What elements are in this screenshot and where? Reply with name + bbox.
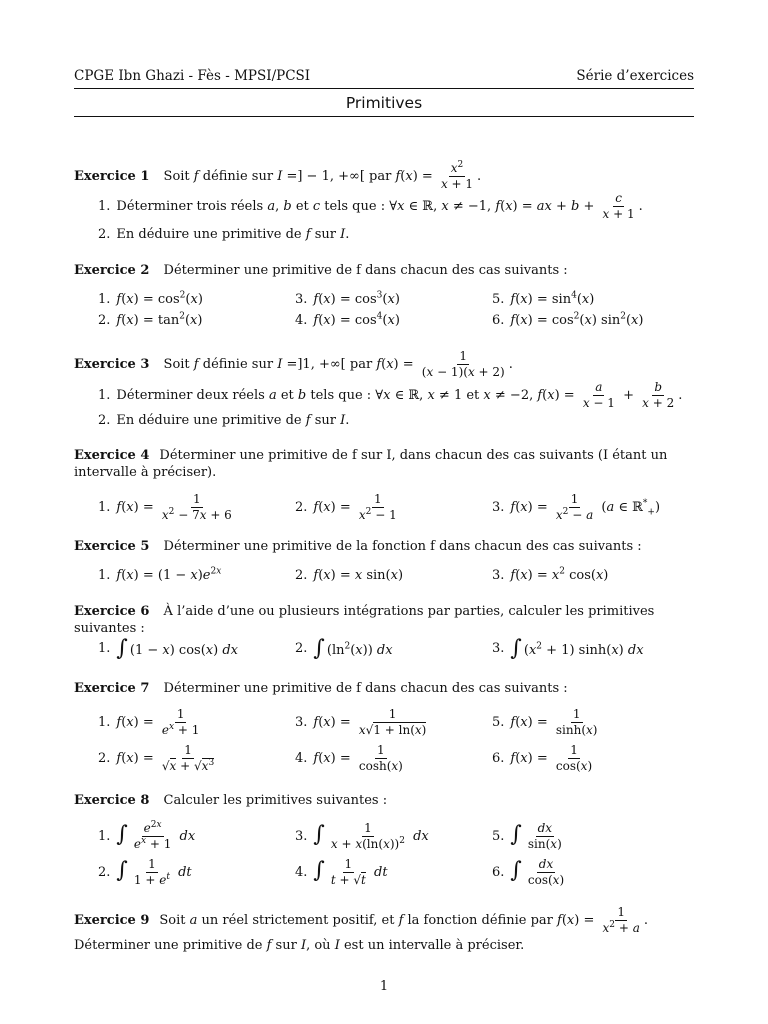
exercise-2 <box>74 262 694 279</box>
question-8-4: 4. ∫ $\frac{1}{t + √t}$ dt <box>295 857 388 887</box>
exercise-statement: Déterminer une primitive de f dans chacun des cas suivants : <box>163 263 568 278</box>
exercise-4 <box>74 447 694 481</box>
question-8-5: 5. ∫ $\frac{dx}{\sin(x)}$ <box>492 821 562 851</box>
question-8-1: 1. ∫ $\frac{e^{2x}}{e^x + 1}$ dx <box>98 820 196 851</box>
exercise-statement: Soit f définie sur I =]1, +∞[ par f(x) = $\frac{1}{(x - 1)(x + 2)}$ . <box>163 349 513 379</box>
header-institution: CPGE Ibn Ghazi - Fès - MPSI/PCSI <box>74 68 311 84</box>
question-2-3: 3. $f(x) = \cos^3(x)$ <box>295 290 400 307</box>
question-3-1: 1. Déterminer deux réels a et b tels que : ∀x ∈ ℝ, x ≠ 1 et x ≠ −2, f(x) = $\frac{a}{x - 1}$ + $\frac{b}{x + 2}$ . <box>98 380 683 410</box>
exercise-label: Exercice 1 <box>74 169 150 184</box>
exercise-statement: Calculer les primitives suivantes : <box>163 793 388 808</box>
question-4-3: 3. f(x) = $\frac{1}{x^2 - a}$ (a ∈ ℝ*$_+$) <box>492 492 661 522</box>
exercise-7 <box>74 680 694 697</box>
question-8-3: 3. ∫ $\frac{1}{x + x(\ln(x))^2}$ dx <box>295 821 429 851</box>
page-number: 1 <box>379 979 389 994</box>
exercise-statement: Soit a un réel strictement positif, et f la fonction définie par f(x) = $\frac{1}{x^2 + a}$ . Déterminer une primitive de f sur I, où I est un intervalle à préciser. <box>74 905 648 953</box>
exercise-5 <box>74 538 694 555</box>
question-7-3: 3. f(x) = $\frac{1}{x√1 + \ln(x)}$ <box>295 707 427 737</box>
exercise-3 <box>74 350 694 379</box>
question-1-1: 1. Déterminer trois réels a, b et c tels que : ∀x ∈ ℝ, x ≠ −1, f(x) = ax + b + $\frac{c}{x + 1}$ . <box>98 191 643 221</box>
exercise-label: Exercice 6 <box>74 604 150 619</box>
exercise-statement: Déterminer une primitive de f sur I, dans chacun des cas suivants (I étant un intervalle à préciser). <box>74 448 668 480</box>
question-2-6: 6. $f(x) = \cos^2(x)$ $\sin^2(x)$ <box>492 311 644 328</box>
exercise-8 <box>74 792 694 809</box>
exercise-label: Exercice 5 <box>74 539 150 554</box>
exercise-label: Exercice 2 <box>74 263 150 278</box>
question-4-1: 1. f(x) = $\frac{1}{x^2 - 7x + 6}$ <box>98 492 232 522</box>
question-1-2: 2. En déduire une primitive de f sur I. <box>98 227 350 242</box>
question-8-6: 6. ∫ $\frac{dx}{\cos(x)}$ <box>492 857 565 887</box>
exercise-6 <box>74 603 694 637</box>
page-header <box>74 68 694 84</box>
exercise-statement: Déterminer une primitive de f dans chacun des cas suivants : <box>163 681 568 696</box>
question-5-3: 3. $f(x) = x^2$ cos(x) <box>492 566 609 583</box>
exercise-statement: Déterminer une primitive de la fonction f dans chacun des cas suivants : <box>163 539 642 554</box>
question-8-2: 2. ∫ $\frac{1}{1 + e^t}$ dt <box>98 857 192 887</box>
page-title: Primitives <box>345 94 423 112</box>
exercise-1 <box>74 162 694 191</box>
document-page <box>74 0 694 1024</box>
question-6-3: 3. ∫ $(x^2 + 1)$ sinh(x) dx <box>492 636 644 661</box>
question-3-2: 2. En déduire une primitive de f sur I. <box>98 413 350 428</box>
question-2-4: 4. $f(x) = \cos^4(x)$ <box>295 311 400 328</box>
question-7-6: 6. f(x) = $\frac{1}{\cos(x)}$ <box>492 743 593 773</box>
question-2-5: 5. $f(x) = \sin^4(x)$ <box>492 290 595 307</box>
header-series: Série d’exercices <box>576 68 694 84</box>
header-rule-top <box>74 88 694 89</box>
exercise-statement: Soit f définie sur I =] − 1, +∞[ par f(x) = $\frac{x^2}{x + 1}$ . <box>163 160 482 191</box>
question-7-2: 2. f(x) = $\frac{1}{√x + √x^3}$ <box>98 743 215 773</box>
exercise-statement: À l’aide d’une ou plusieurs intégrations par parties, calculer les primitives suivantes : <box>74 604 655 636</box>
question-7-4: 4. f(x) = $\frac{1}{\cosh(x)}$ <box>295 743 403 773</box>
exercise-label: Exercice 8 <box>74 793 150 808</box>
exercise-9 <box>74 906 694 957</box>
question-6-2: 2. ∫ $(\ln^2(x))$ dx <box>295 636 393 661</box>
question-5-1: 1. $f(x) = (1 - x)e^{2x}$ <box>98 566 222 583</box>
exercise-label: Exercice 7 <box>74 681 150 696</box>
exercise-label: Exercice 3 <box>74 357 150 372</box>
question-6-1: 1. ∫ (1 − x) cos(x) dx <box>98 636 238 661</box>
exercise-label: Exercice 9 <box>74 913 150 928</box>
question-5-2: 2. f(x) = x sin(x) <box>295 568 404 583</box>
exercise-label: Exercice 4 <box>74 448 150 463</box>
header-rule-bottom <box>74 116 694 117</box>
question-4-2: 2. f(x) = $\frac{1}{x^2 - 1}$ <box>295 492 397 522</box>
question-2-2: 2. $f(x) = \tan^2(x)$ <box>98 311 203 328</box>
question-7-1: 1. f(x) = $\frac{1}{e^x + 1}$ <box>98 707 200 737</box>
question-2-1: 1. $f(x) = \cos^2(x)$ <box>98 290 203 307</box>
question-7-5: 5. f(x) = $\frac{1}{\sinh(x)}$ <box>492 707 598 737</box>
